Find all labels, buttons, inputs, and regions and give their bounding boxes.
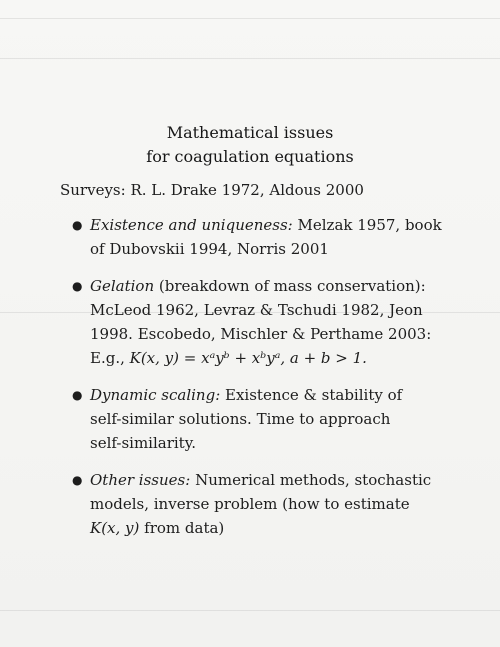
bullet-lead: Existence and uniqueness: [90,216,293,234]
bullet-line: self-similarity. [90,434,196,452]
kernel-symbol: K(x, y) [90,519,140,537]
scan-artifact [0,18,500,19]
bullet-line: of Dubovskii 1994, Norris 2001 [90,240,329,258]
bullet-icon: ● [72,473,83,487]
bullet-text: from data) [139,519,225,537]
bullet-text: Existence & stability of [220,386,403,404]
bullet-icon: ● [72,388,83,402]
bullet-line: models, inverse problem (how to estimate [90,495,410,513]
bullet-text: (breakdown of mass conservation): [154,277,426,295]
page-title-line2: for coagulation equations [146,147,354,166]
kernel-formula: K(x, y) = xᵃyᵇ + xᵇyᵃ, a + b > 1. [129,349,367,367]
bullet-icon: ● [72,279,83,293]
bullet-text: Melzak 1957, book [292,216,442,234]
bullet-lead: Other issues: [90,471,191,489]
bullet-line [90,346,452,370]
bullet-line [90,468,452,492]
bullet-line [90,383,452,407]
bullet-text: E.g., [90,349,130,367]
scan-artifact [0,610,500,611]
bullet-lead: Gelation [90,277,155,295]
bullet-line: 1998. Escobedo, Mischler & Perthame 2003: [90,325,432,343]
scan-artifact [0,58,500,59]
page-title-line1: Mathematical issues [166,123,334,142]
bullet-line: McLeod 1962, Levraz & Tschudi 1982, Jeon [90,301,423,319]
bullet-line [90,213,452,237]
bullet-list [72,213,452,553]
bullet-lead: Dynamic scaling: [90,386,221,404]
bullet-item-existence [72,213,452,261]
bullet-icon: ● [72,218,83,232]
bullet-line [90,516,452,540]
bullet-item-other-issues [72,468,452,540]
bullet-item-gelation [72,274,452,370]
bullet-line: self-similar solutions. Time to approach [90,410,391,428]
bullet-item-dynamic-scaling [72,383,452,455]
bullet-line [90,274,452,298]
surveys-line: Surveys: R. L. Drake 1972, Aldous 2000 [60,181,364,199]
bullet-text: Numerical methods, stochastic [190,471,432,489]
